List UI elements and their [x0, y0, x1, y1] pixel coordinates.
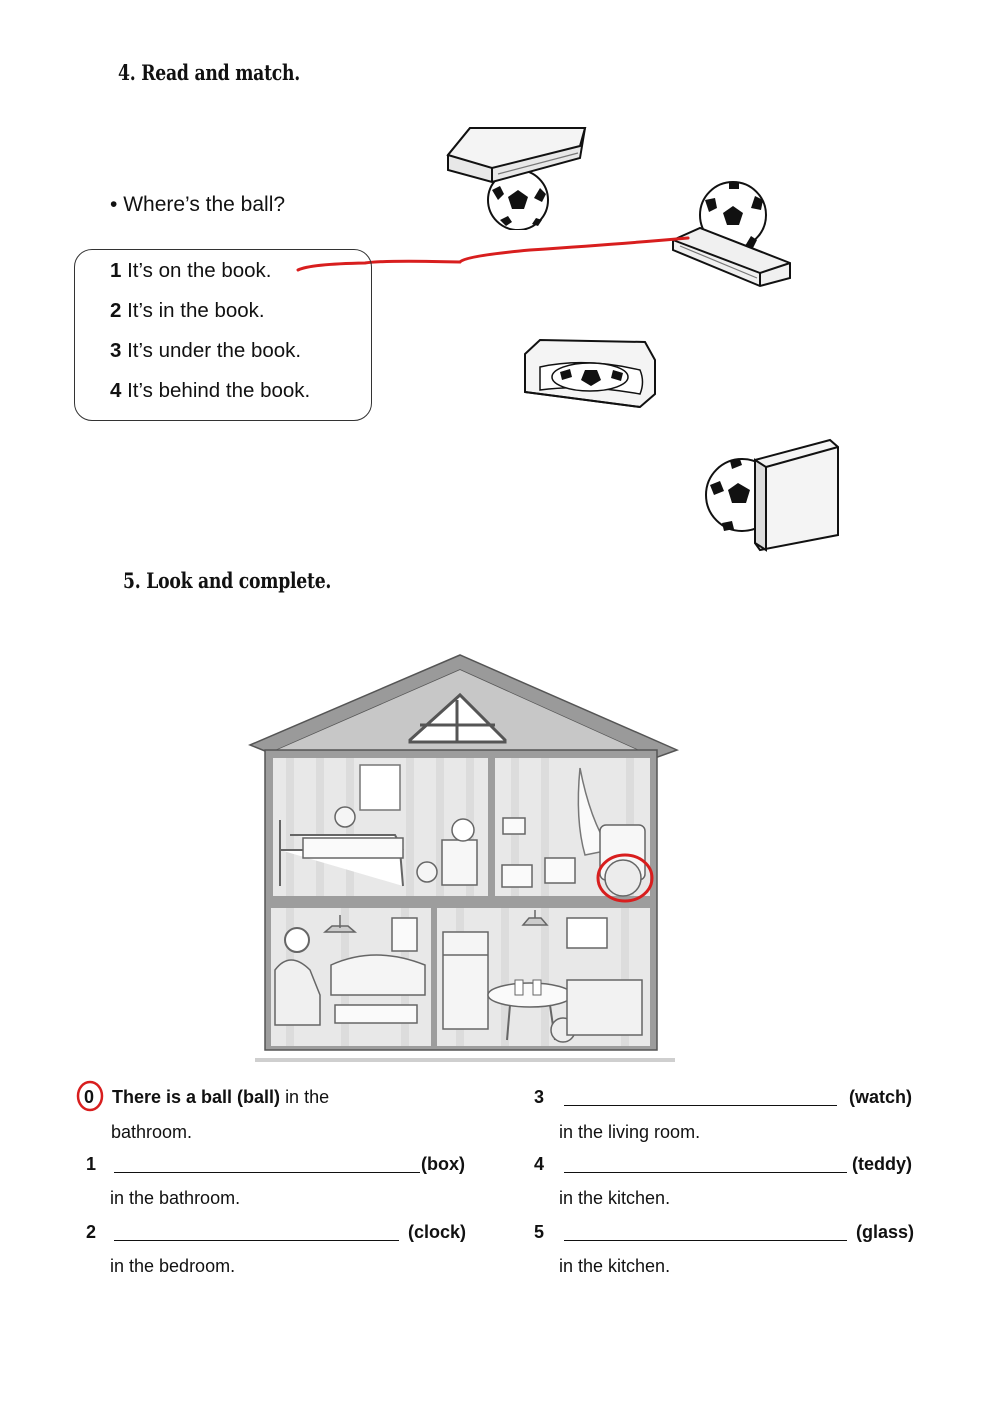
item-4-number: 4	[534, 1154, 545, 1174]
example-line-2: bathroom.	[111, 1122, 193, 1142]
question	[110, 193, 285, 217]
item-2-number: 2	[86, 1222, 97, 1242]
option-4	[110, 379, 310, 403]
option-2	[110, 299, 265, 323]
item-4-line-2: in the kitchen.	[559, 1188, 671, 1208]
item-5-blank[interactable]	[564, 1240, 847, 1241]
ball-behind-book-picture	[700, 435, 845, 555]
item-4-word: (teddy)	[852, 1154, 912, 1174]
item-1-number: 1	[86, 1154, 97, 1174]
section-5-heading: 5. Look and complete.	[123, 568, 332, 593]
bullet-icon: •	[110, 193, 124, 216]
item-3-blank[interactable]	[564, 1105, 837, 1106]
house-picture	[245, 650, 680, 1070]
option-number: 1	[110, 259, 122, 282]
item-2-blank[interactable]	[114, 1240, 399, 1241]
item-3-number: 3	[534, 1087, 545, 1107]
item-1-word: (box)	[421, 1154, 465, 1174]
item-5-number: 5	[534, 1222, 545, 1242]
question-text: Where’s the ball?	[123, 193, 286, 216]
example-number: 0	[84, 1087, 95, 1107]
option-text: It’s behind the book.	[127, 379, 311, 402]
item-3-line-2: in the living room.	[559, 1122, 701, 1142]
item-4-blank[interactable]	[564, 1172, 847, 1173]
example-sentence	[112, 1087, 329, 1108]
example-answer: There is a ball (ball)	[112, 1087, 281, 1107]
item-1-blank[interactable]	[114, 1172, 420, 1173]
item-3-word: (watch)	[849, 1087, 912, 1107]
option-number: 2	[110, 299, 122, 322]
item-5-word: (glass)	[856, 1222, 915, 1242]
option-text: It’s on the book.	[127, 259, 272, 282]
option-text: It’s in the book.	[127, 299, 265, 322]
ball-under-book-picture	[440, 120, 600, 230]
ball-in-book-picture	[515, 332, 665, 417]
option-3	[110, 339, 301, 363]
example-rest: in the	[285, 1087, 330, 1107]
section-4-heading: 4. Read and match.	[118, 60, 301, 85]
item-1-line-2: in the bathroom.	[110, 1188, 241, 1208]
item-2-word: (clock)	[408, 1222, 467, 1242]
item-5-line-2: in the kitchen.	[559, 1256, 671, 1276]
item-2-line-2: in the bedroom.	[110, 1256, 236, 1276]
option-number: 3	[110, 339, 122, 362]
option-text: It’s under the book.	[127, 339, 302, 362]
option-1	[110, 259, 271, 283]
option-number: 4	[110, 379, 122, 402]
